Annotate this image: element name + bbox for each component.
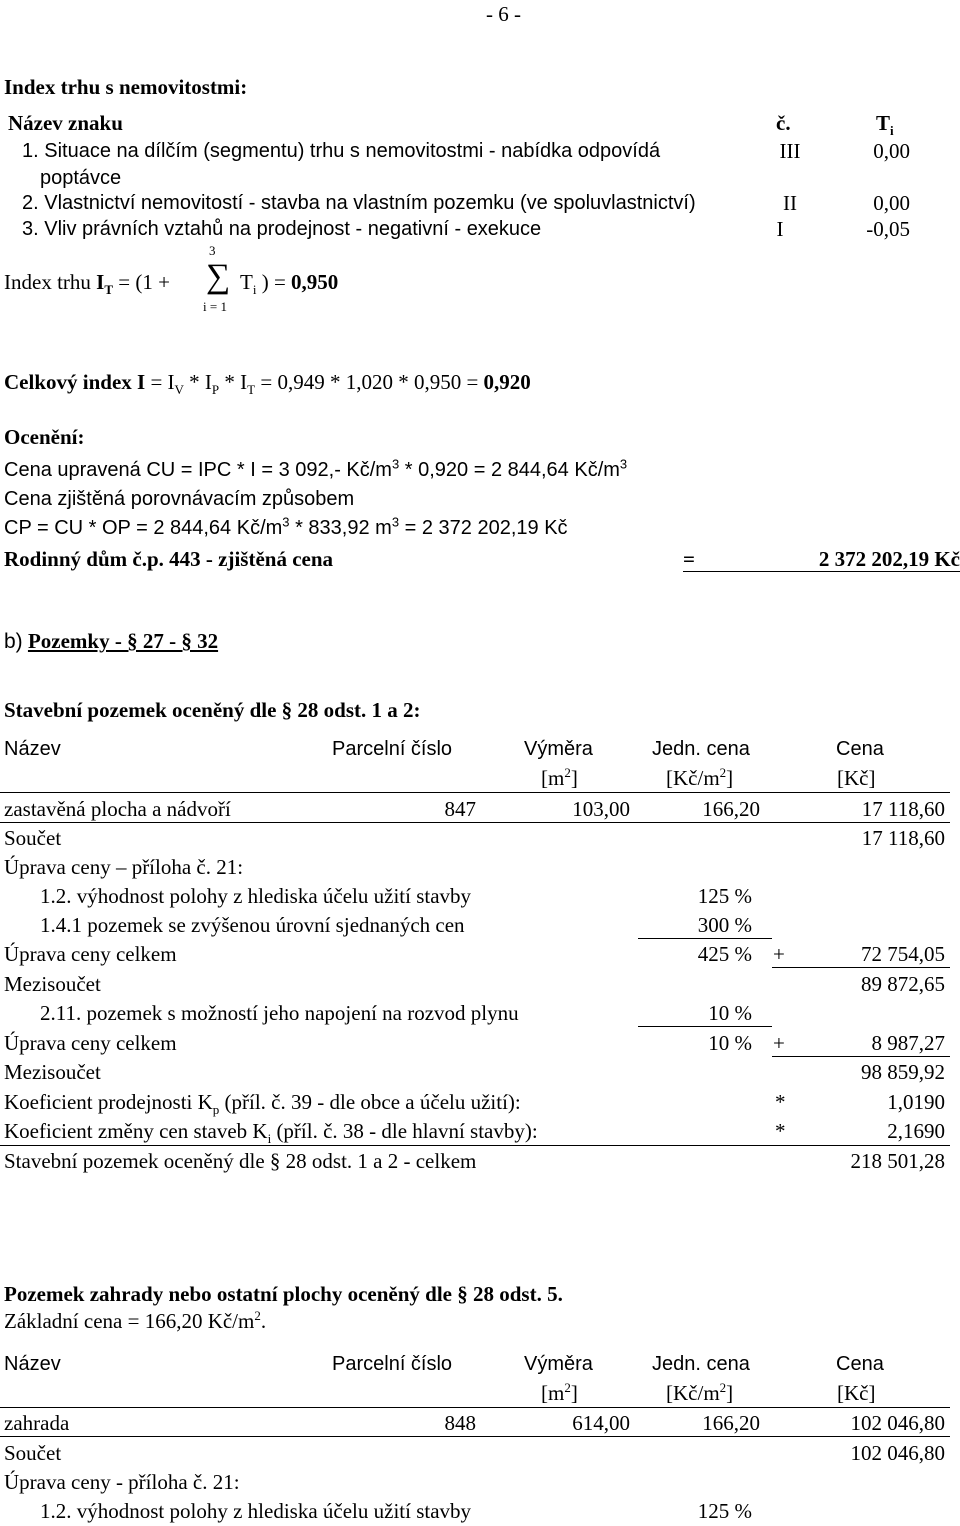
stavebni-header-rule — [0, 792, 950, 793]
stavebni-mezi2-val: 98 859,92 — [861, 1060, 945, 1084]
sum-sigma-icon: ∑ — [206, 258, 231, 295]
zahrada-zakladni: Základní cena = 166,20 $Kč/m^2$. — [4, 1308, 267, 1333]
sum-top: 3 — [209, 243, 216, 258]
stavebni-celkem2-val: 8 987,27 — [871, 1031, 945, 1055]
stavebni-u1-pct: 125 % — [697, 884, 752, 908]
stavebni-ki-val: 2,1690 — [887, 1119, 945, 1143]
stavebni-kp-label: Koeficient prodejnosti $K_p$ (příl. č. 39 - dle obce a účelu užití): — [4, 1090, 521, 1118]
index-row-1-cont: poptávce — [40, 167, 122, 189]
zahrada-heading: Pozemek zahrady nebo ostatní plochy oceněný dle § 28 odst. 5. — [4, 1282, 563, 1306]
index-row-3-t: -0,05 — [866, 217, 910, 241]
zahrada-uprava-label: Úprava ceny - příloha č. 21: — [4, 1470, 240, 1494]
stavebni-pct-rule-2 — [638, 1026, 772, 1027]
stavebni-celkem1-op: + — [773, 942, 785, 966]
stavebni-soucet-label: Součet — [4, 826, 62, 850]
stavebni-celkem2-rule — [772, 1056, 950, 1057]
stavebni-ki-op: * — [775, 1119, 786, 1143]
zahrada-soucet: 102 046,80 — [850, 1441, 945, 1465]
stavebni-heading: Stavební pozemek oceněný dle § 28 odst. 1 a 2: — [4, 698, 421, 722]
stavebni-col-vymera-unit: $[m^2]$ — [541, 765, 578, 790]
zahrada-soucet-label: Součet — [4, 1441, 62, 1465]
stavebni-pct-rule-1 — [638, 938, 772, 939]
page-number: - 6 - — [486, 2, 521, 26]
oceneni-line-2: Cena zjištěná porovnávacím způsobem — [4, 488, 355, 510]
index-row-1-t: 0,00 — [873, 139, 910, 163]
stavebni-celkem1-label: Úprava ceny celkem — [4, 942, 177, 966]
zahrada-col-jedn: Jedn. cena — [652, 1353, 750, 1375]
stavebni-u2-pct: 300 % — [697, 913, 752, 937]
index-formula-tail: $T_i$ ) = 0,950 — [240, 270, 339, 298]
stavebni-col-vymera: Výměra — [524, 738, 593, 760]
stavebni-celkem1-val: 72 754,05 — [861, 942, 945, 966]
stavebni-u1: 1.2. výhodnost polohy z hlediska účelu užití stavby — [40, 884, 472, 908]
zahrada-col-vymera-unit: $[m^2]$ — [541, 1380, 578, 1405]
index-heading: Index trhu s nemovitostmi: — [4, 75, 248, 99]
oceneni-result-value: 2 372 202,19 Kč — [818, 547, 960, 571]
zahrada-row-vymera: 614,00 — [572, 1411, 630, 1435]
oceneni-line-3: CP = CU * OP = 2 844,64 $Kč/m^3 * 833,92$ $m^3 = 2$ 372 202,19 Kč — [4, 514, 568, 539]
zahrada-col-cena-unit: [Kč] — [837, 1381, 876, 1405]
stavebni-col-nazev: Název — [4, 738, 61, 760]
index-row-1-c: III — [779, 139, 801, 163]
index-row-3-c: I — [776, 217, 784, 241]
zahrada-row-cena: 102 046,80 — [850, 1411, 945, 1435]
zahrada-u1-pct: 125 % — [697, 1499, 752, 1523]
stavebni-kp-val: 1,0190 — [887, 1090, 945, 1114]
stavebni-row-cena: 17 118,60 — [861, 797, 945, 821]
stavebni-mezi1-label: Mezisoučet — [4, 972, 101, 996]
zahrada-u1: 1.2. výhodnost polohy z hlediska účelu užití stavby — [40, 1499, 472, 1523]
index-row-3: 3. Vliv právních vztahů na prodejnost - negativní - exekuce — [22, 218, 542, 240]
stavebni-kp-op: * — [775, 1090, 786, 1114]
index-col-cislo: č. — [776, 111, 791, 135]
zahrada-row-nazev: zahrada — [4, 1411, 70, 1435]
index-col-name: Název znaku — [8, 111, 123, 135]
index-row-2-c: II — [783, 191, 797, 215]
stavebni-col-cena-unit: [Kč] — [837, 766, 876, 790]
stavebni-u2: 1.4.1 pozemek se zvýšenou úrovní sjednaných cen — [40, 913, 465, 937]
stavebni-col-jedn-unit: $[Kč/m^2]$ — [666, 765, 734, 790]
zahrada-header-rule — [0, 1407, 950, 1408]
oceneni-line-1: Cena upravená CU = IPC * I = 3 092,- $Kč/m^3 * 0,920 = 2$ 844,64 $Kč/m^3$ — [4, 456, 628, 481]
zahrada-row-jedn: 166,20 — [702, 1411, 760, 1435]
index-row-2: 2. Vlastnictví nemovitostí - stavba na vlastním pozemku (ve spoluvlastnictví) — [22, 192, 696, 214]
stavebni-row-rule — [0, 822, 950, 823]
sum-bottom: i = 1 — [203, 299, 227, 314]
index-row-2-t: 0,00 — [873, 191, 910, 215]
oceneni-result-eq: = — [683, 547, 695, 571]
stavebni-u3: 2.11. pozemek s možností jeho napojení na rozvod plynu — [40, 1001, 519, 1025]
stavebni-total-label: Stavební pozemek oceněný dle § 28 odst. 1 a 2 - celkem — [4, 1149, 477, 1173]
zahrada-row-parcel: 848 — [444, 1411, 476, 1435]
index-col-t: $T_i$ — [876, 111, 894, 139]
stavebni-total-val: 218 501,28 — [850, 1149, 945, 1173]
stavebni-ki-label: Koeficient změny cen staveb $K_i$ (příl. č. 38 - dle hlavní stavby): — [4, 1119, 538, 1147]
section-b-heading: b) Pozemky - § 27 - § 32 — [4, 629, 219, 653]
zahrada-col-vymera: Výměra — [524, 1353, 593, 1375]
zahrada-col-nazev: Název — [4, 1353, 61, 1375]
stavebni-uprava-label: Úprava ceny – příloha č. 21: — [4, 855, 244, 879]
stavebni-total-rule — [0, 1145, 950, 1146]
oceneni-result-label: Rodinný dům č.p. 443 - zjištěná cena — [4, 547, 334, 571]
index-row-1: 1. Situace na dílčím (segmentu) trhu s nemovitostmi - nabídka odpovídá — [22, 140, 661, 162]
zahrada-col-cena: Cena — [836, 1353, 884, 1375]
stavebni-soucet: 17 118,60 — [861, 826, 945, 850]
stavebni-mezi2-label: Mezisoučet — [4, 1060, 101, 1084]
zahrada-col-parcel: Parcelní číslo — [332, 1353, 453, 1375]
celkovy-index: Celkový index $I = I_V * I_P * I_T = 0,949 * 1,020 * 0,950 = 0,920$ — [4, 370, 531, 398]
stavebni-mezi1-val: 89 872,65 — [861, 972, 945, 996]
stavebni-col-jedn: Jedn. cena — [652, 738, 750, 760]
stavebni-row-parcel: 847 — [444, 797, 476, 821]
stavebni-celkem1-pct: 425 % — [697, 942, 752, 966]
oceneni-heading: Ocenění: — [4, 425, 85, 449]
stavebni-celkem1-rule — [772, 967, 950, 968]
zahrada-row-rule — [0, 1436, 950, 1437]
zahrada-col-jedn-unit: $[Kč/m^2]$ — [666, 1380, 734, 1405]
stavebni-celkem2-label: Úprava ceny celkem — [4, 1031, 177, 1055]
index-formula: Index trhu $I_T = (1$ + — [4, 270, 170, 298]
stavebni-col-parcel: Parcelní číslo — [332, 738, 453, 760]
oceneni-result-underline — [683, 571, 960, 572]
stavebni-row-jedn: 166,20 — [702, 797, 760, 821]
stavebni-celkem2-op: + — [773, 1031, 785, 1055]
stavebni-row-nazev: zastavěná plocha a nádvoří — [4, 797, 231, 821]
stavebni-col-cena: Cena — [836, 738, 884, 760]
stavebni-row-vymera: 103,00 — [572, 797, 630, 821]
stavebni-celkem2-pct: 10 % — [708, 1031, 752, 1055]
stavebni-u3-pct: 10 % — [708, 1001, 752, 1025]
